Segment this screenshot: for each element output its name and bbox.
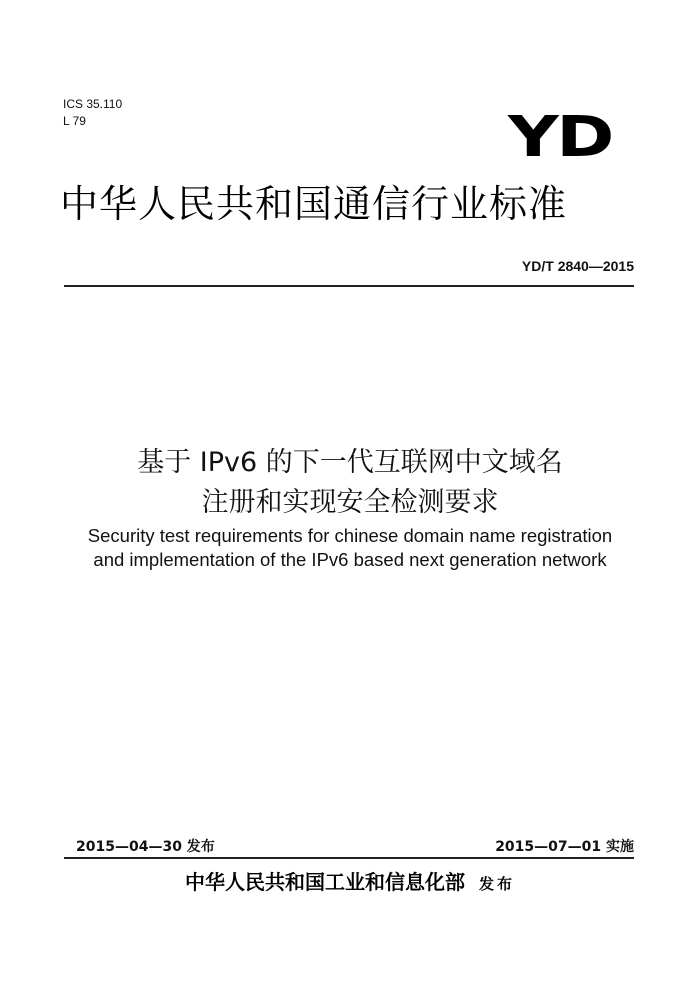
ics-code: ICS 35.110 bbox=[63, 97, 123, 111]
implementation-date: 2015—07—01 实施 bbox=[495, 839, 634, 855]
yd-logo: YD bbox=[508, 105, 612, 170]
issuer-action: 发布 bbox=[478, 875, 515, 893]
english-title-line-1: Security test requirements for chinese domain name registration bbox=[87, 525, 613, 546]
standard-category-title: 中华人民共和国通信行业标准 bbox=[60, 182, 568, 226]
top-divider bbox=[64, 285, 634, 287]
standard-number: YD/T 2840—2015 bbox=[521, 258, 634, 274]
chinese-title-line-2: 注册和实现安全检测要求 bbox=[201, 487, 499, 518]
ccs-code: L 79 bbox=[63, 114, 86, 128]
issuer-name: 中华人民共和国工业和信息化部 bbox=[184, 870, 465, 894]
issue-date: 2015—04—30 发布 bbox=[76, 839, 215, 855]
classification-codes bbox=[63, 96, 122, 130]
english-title-line-2: and implementation of the IPv6 based next generation network bbox=[93, 549, 607, 570]
issuing-authority bbox=[0, 866, 700, 895]
chinese-title-line-1: 基于 IPv6 的下一代互联网中文域名 bbox=[137, 447, 563, 478]
bottom-divider bbox=[64, 857, 634, 859]
